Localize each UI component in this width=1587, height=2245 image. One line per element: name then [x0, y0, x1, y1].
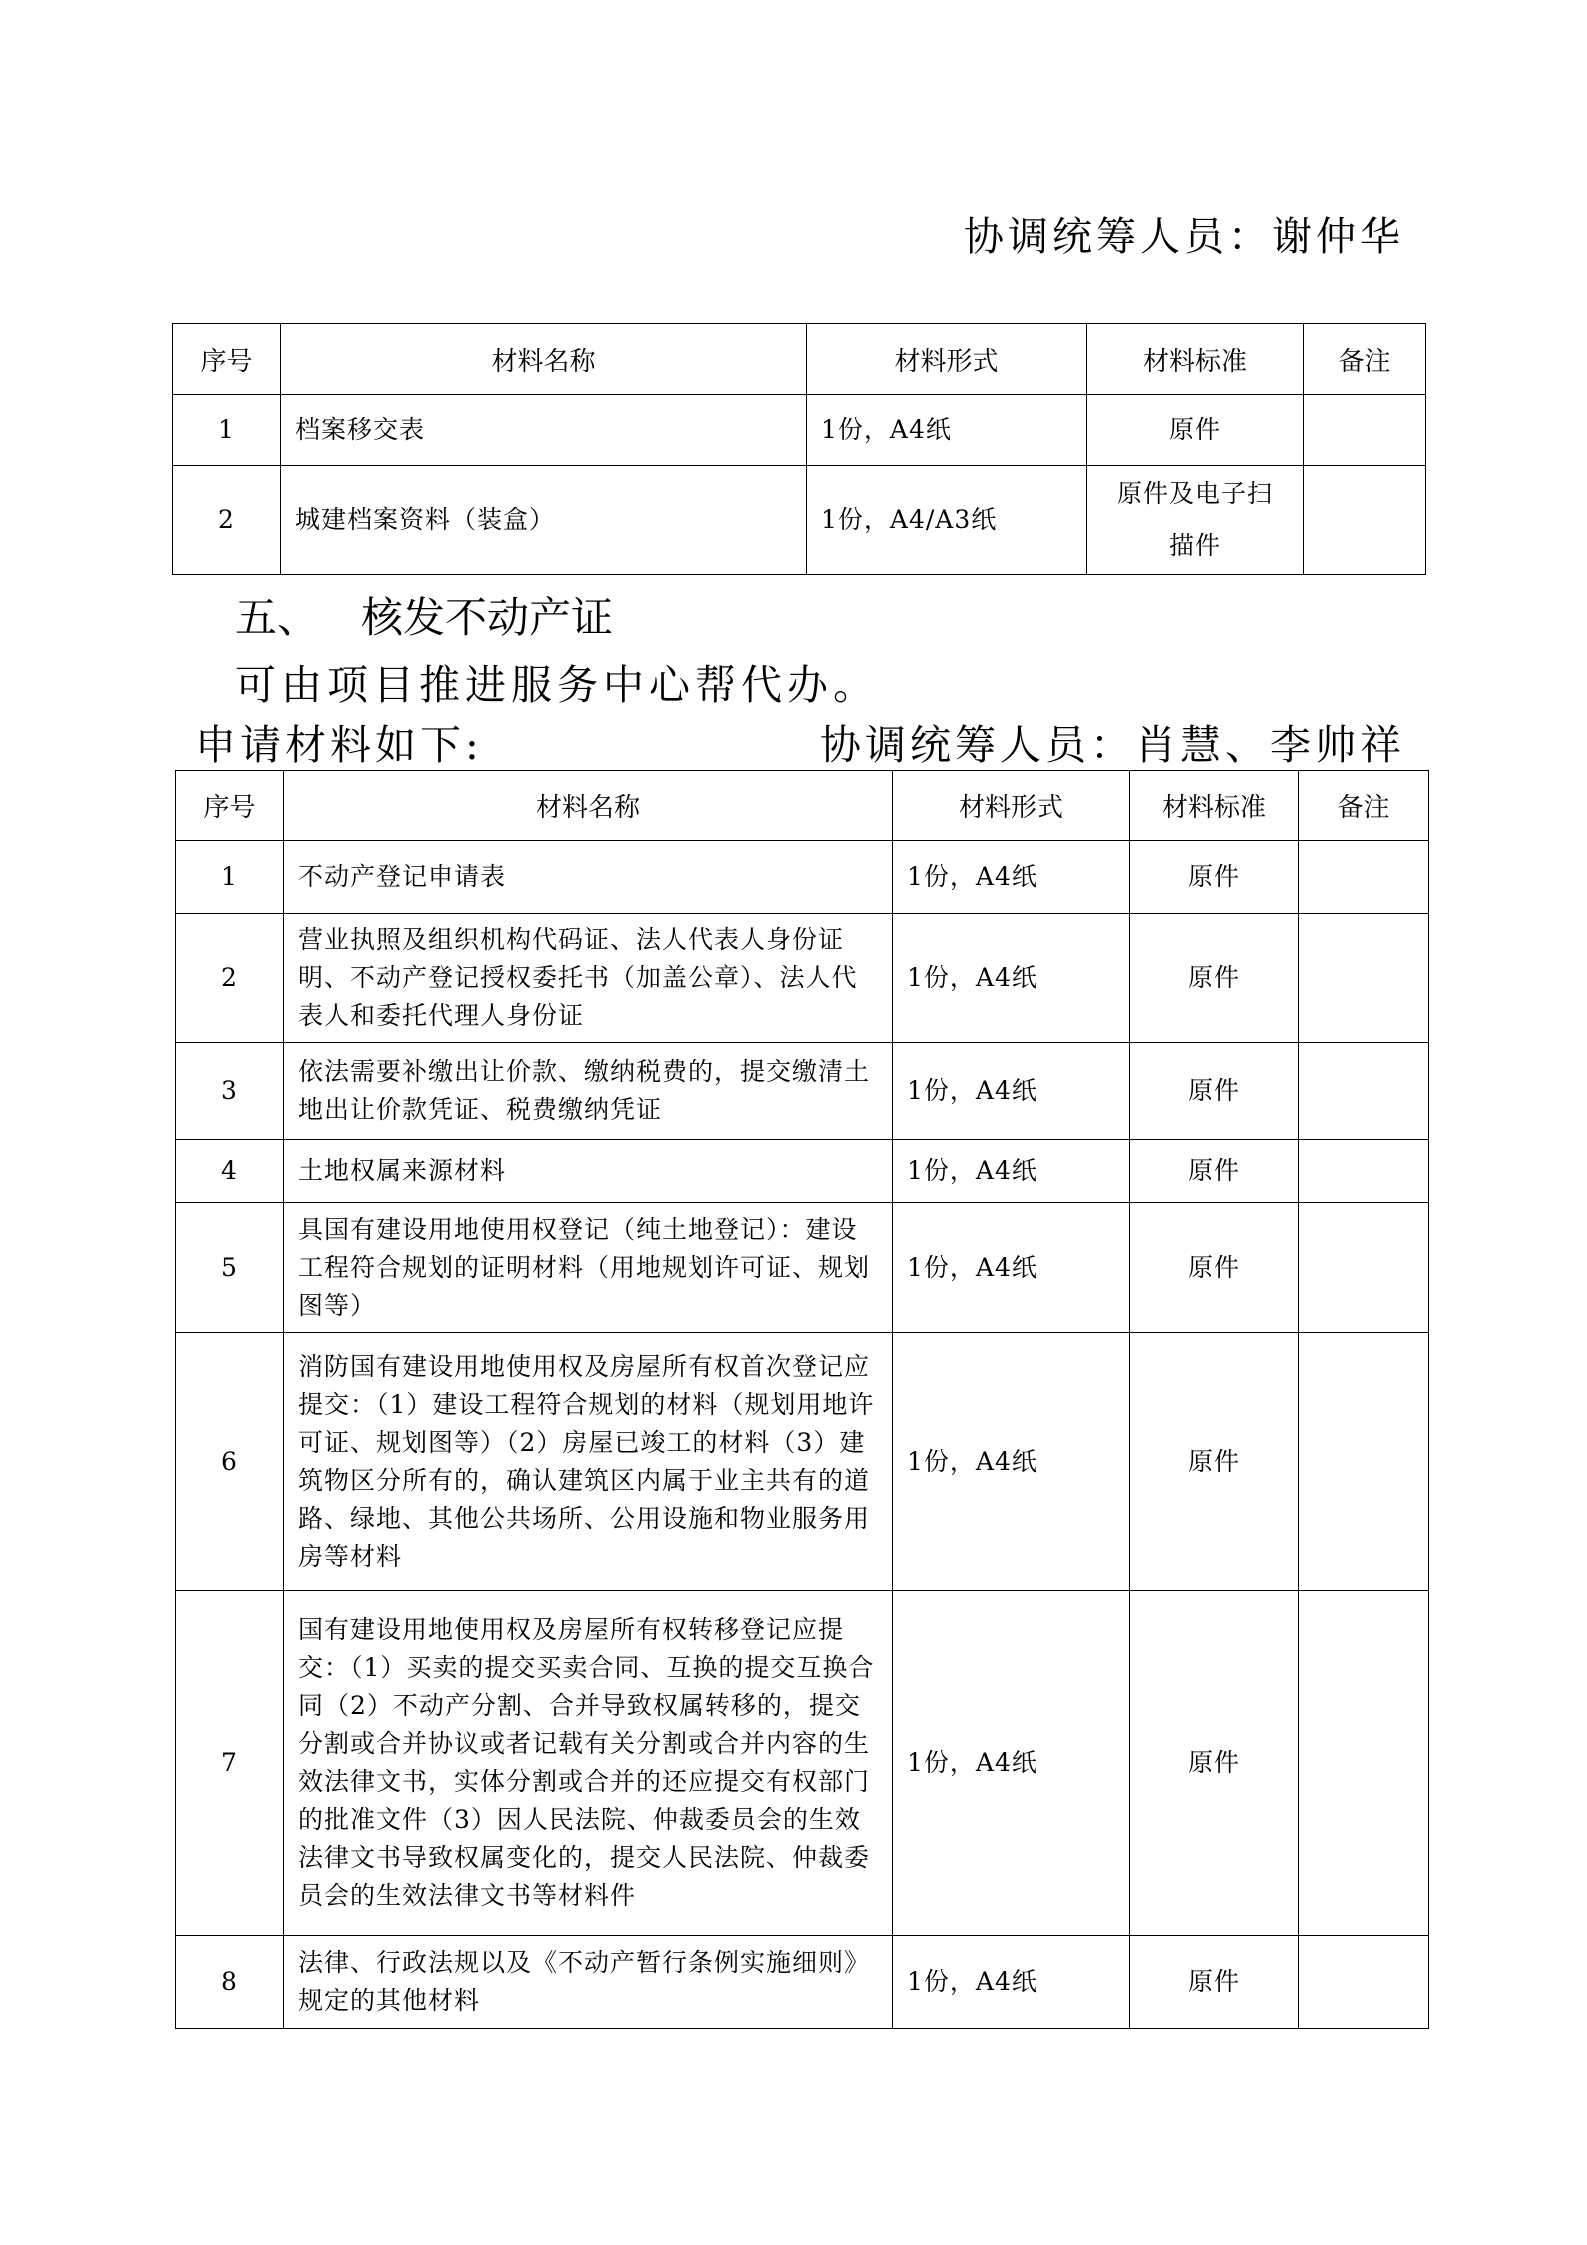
row-note: [1299, 1140, 1429, 1203]
row-no: 2: [173, 466, 281, 575]
header-no: 序号: [173, 324, 281, 395]
row-name: 不动产登记申请表: [284, 841, 893, 914]
row-note: [1304, 466, 1426, 575]
section-paragraph: 可由项目推进服务中心帮代办。: [235, 661, 879, 709]
row-standard: 原件: [1130, 841, 1299, 914]
row-name: 依法需要补缴出让价款、缴纳税费的，提交缴清土地出让价款凭证、税费缴纳凭证: [284, 1043, 893, 1140]
row-no: 1: [173, 395, 281, 466]
apply-label: 申请材料如下:: [195, 721, 483, 769]
table-row: [176, 841, 1429, 914]
row-note: [1299, 1936, 1429, 2029]
header-standard: 材料标准: [1130, 771, 1299, 841]
row-note: [1299, 1333, 1429, 1591]
row-form: 1份，A4/A3纸: [807, 466, 1087, 575]
table-row: [176, 1936, 1429, 2029]
row-note: [1299, 1203, 1429, 1333]
row-form: 1份，A4纸: [893, 1333, 1130, 1591]
row-form: 1份，A4纸: [893, 1203, 1130, 1333]
row-name: 城建档案资料（装盒）: [281, 466, 807, 575]
row-name: 法律、行政法规以及《不动产暂行条例实施细则》规定的其他材料: [284, 1936, 893, 2029]
row-no: 8: [176, 1936, 284, 2029]
row-note: [1299, 841, 1429, 914]
row-no: 4: [176, 1140, 284, 1203]
row-standard: 原件及电子扫描件: [1087, 466, 1304, 575]
section-number: 五、: [235, 593, 320, 642]
header-no: 序号: [176, 771, 284, 841]
header-form: 材料形式: [893, 771, 1130, 841]
row-no: 5: [176, 1203, 284, 1333]
row-no: 1: [176, 841, 284, 914]
row-name: 档案移交表: [281, 395, 807, 466]
row-form: 1份，A4纸: [893, 1936, 1130, 2029]
row-name: 营业执照及组织机构代码证、法人代表人身份证明、不动产登记授权委托书（加盖公章）、法人代表人和委托代理人身份证: [284, 914, 893, 1043]
row-note: [1299, 914, 1429, 1043]
row-note: [1299, 1043, 1429, 1140]
coordinator-line: 协调统筹人员：肖慧、李帅祥: [820, 721, 1405, 769]
row-form: 1份，A4纸: [893, 1591, 1130, 1936]
table-row: [173, 395, 1426, 466]
header-standard: 材料标准: [1087, 324, 1304, 395]
row-form: 1份，A4纸: [893, 1043, 1130, 1140]
row-no: 6: [176, 1333, 284, 1591]
table-row: [173, 466, 1426, 575]
section-title: 核发不动产证: [361, 593, 614, 642]
header-note: 备注: [1299, 771, 1429, 841]
row-standard: 原件: [1130, 1043, 1299, 1140]
row-name: 具国有建设用地使用权登记（纯土地登记）：建设工程符合规划的证明材料（用地规划许可证、规划图等）: [284, 1203, 893, 1333]
row-standard: 原件: [1130, 1936, 1299, 2029]
table-header-row: [176, 771, 1429, 841]
row-no: 7: [176, 1591, 284, 1936]
header-name: 材料名称: [281, 324, 807, 395]
materials-table-archive: [172, 323, 1426, 575]
row-note: [1304, 395, 1426, 466]
row-standard: 原件: [1130, 1333, 1299, 1591]
table-header-row: [173, 324, 1426, 395]
row-form: 1份，A4纸: [893, 1140, 1130, 1203]
apply-materials-line: [195, 712, 1405, 771]
table-row: [176, 914, 1429, 1043]
materials-table-property: [175, 770, 1429, 2029]
row-form: 1份，A4纸: [893, 914, 1130, 1043]
row-name: 土地权属来源材料: [284, 1140, 893, 1203]
header-name: 材料名称: [284, 771, 893, 841]
table-row: [176, 1333, 1429, 1591]
row-name: 消防国有建设用地使用权及房屋所有权首次登记应提交：（1）建设工程符合规划的材料（规划用地许可证、规划图等）（2）房屋已竣工的材料（3）建筑物区分所有的，确认建筑区内属于业主共有的道路、绿地、其他公共场所、公用设施和物业服务用房等材料: [284, 1333, 893, 1591]
table-row: [176, 1140, 1429, 1203]
table-row: [176, 1591, 1429, 1936]
row-name: 国有建设用地使用权及房屋所有权转移登记应提交：（1）买卖的提交买卖合同、互换的提交互换合同（2）不动产分割、合并导致权属转移的，提交分割或合并协议或者记载有关分割或合并内容的生效法律文书，实体分割或合并的还应提交有权部门的批准文件（3）因人民法院、仲裁委员会的生效法律文书导致权属变化的，提交人民法院、仲裁委员会的生效法律文书等材料件: [284, 1591, 893, 1936]
row-standard: 原件: [1130, 1591, 1299, 1936]
row-note: [1299, 1591, 1429, 1936]
coordinator-line-top: 协调统筹人员：谢仲华: [964, 214, 1404, 260]
row-no: 2: [176, 914, 284, 1043]
header-note: 备注: [1304, 324, 1426, 395]
row-standard: 原件: [1130, 914, 1299, 1043]
table-row: [176, 1043, 1429, 1140]
section-heading: [235, 585, 613, 645]
row-form: 1份，A4纸: [893, 841, 1130, 914]
header-form: 材料形式: [807, 324, 1087, 395]
row-standard: 原件: [1130, 1140, 1299, 1203]
row-standard: 原件: [1087, 395, 1304, 466]
row-standard: 原件: [1130, 1203, 1299, 1333]
row-form: 1份，A4纸: [807, 395, 1087, 466]
table-row: [176, 1203, 1429, 1333]
row-no: 3: [176, 1043, 284, 1140]
